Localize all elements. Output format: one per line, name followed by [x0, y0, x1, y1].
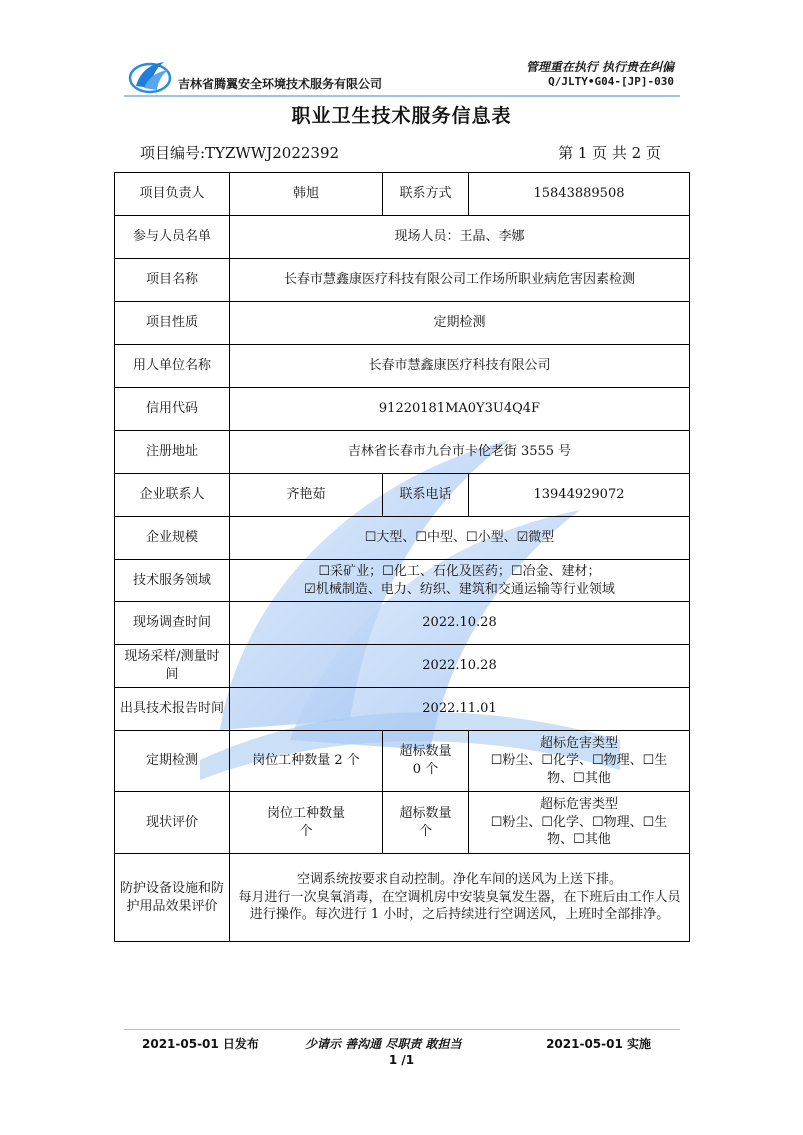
members-value: 现场人员：王晶、李娜	[230, 216, 690, 259]
table-row	[115, 560, 690, 602]
status-posts-line-1: 岗位工种数量	[266, 805, 345, 821]
periodic-hazard	[469, 731, 690, 792]
survey-time-label: 现场调查时间	[115, 602, 230, 645]
periodic-exceed	[383, 731, 469, 792]
protection-eval-value	[230, 854, 690, 942]
service-domain-line-2: ☑机械制造、电力、纺织、建筑和交通运输等行业领域	[304, 581, 615, 597]
header-divider	[124, 95, 680, 97]
project-nature-value: 定期检测	[230, 302, 690, 345]
status-exceed-label: 超标数量	[399, 805, 452, 821]
company-contact-label: 企业联系人	[115, 474, 230, 517]
table-row	[115, 517, 690, 560]
table-row	[115, 731, 690, 792]
table-row	[115, 474, 690, 517]
status-hazard-line-2: 物、☐其他	[547, 832, 611, 848]
info-table	[114, 172, 690, 942]
page-title: 职业卫生技术服务信息表	[291, 105, 512, 127]
document-code: Q/JLTY•G04-[JP]-030	[548, 75, 674, 88]
project-name-value: 长春市慧鑫康医疗科技有限公司工作场所职业病危害因素检测	[230, 259, 690, 302]
leader-label: 项目负责人	[115, 173, 230, 216]
table-row	[115, 431, 690, 474]
address-value: 吉林省长春市九台市卡伦老街 3555 号	[230, 431, 690, 474]
company-contact-value: 齐艳茹	[230, 474, 383, 517]
periodic-hazard-line-2: 物、☐其他	[547, 770, 611, 786]
periodic-posts: 岗位工种数量 2 个	[230, 731, 383, 792]
status-hazard	[469, 792, 690, 854]
company-name: 吉林省腾翼安全环境技术服务有限公司	[178, 77, 383, 91]
footer-slogan: 少请示 善沟通 尽职责 敢担当	[305, 1037, 462, 1051]
phone-label: 联系电话	[383, 474, 469, 517]
table-row	[115, 259, 690, 302]
status-hazard-line-1: ☐粉尘、☐化学、☐物理、☐生	[490, 814, 668, 830]
scale-label: 企业规模	[115, 517, 230, 560]
employer-value: 长春市慧鑫康医疗科技有限公司	[230, 345, 690, 388]
status-exceed-value: 个	[418, 823, 432, 839]
members-label: 参与人员名单	[115, 216, 230, 259]
table-row	[115, 645, 690, 688]
periodic-label: 定期检测	[115, 731, 230, 792]
status-eval-label: 现状评价	[115, 792, 230, 854]
page-indicator: 第 1 页 共 2 页	[558, 144, 661, 162]
survey-time-value: 2022.10.28	[230, 602, 690, 645]
service-domain-label: 技术服务领域	[115, 560, 230, 602]
periodic-hazard-title: 超标危害类型	[539, 735, 618, 751]
service-domain-value	[230, 560, 690, 602]
service-domain-line-1: ☐采矿业；☐化工、石化及医药；☐冶金、建材；	[318, 563, 601, 579]
protection-eval-label: 防护设备设施和防护用品效果评价	[115, 854, 230, 942]
periodic-hazard-line-1: ☐粉尘、☐化学、☐物理、☐生	[490, 753, 668, 769]
project-name-label: 项目名称	[115, 259, 230, 302]
report-time-value: 2022.11.01	[230, 688, 690, 731]
table-row	[115, 388, 690, 431]
table-row	[115, 302, 690, 345]
contact-method-value: 15843889508	[469, 173, 690, 216]
table-row	[115, 173, 690, 216]
employer-label: 用人单位名称	[115, 345, 230, 388]
protection-line-1: 空调系统按要求自动控制。净化车间的送风为上送下排。	[296, 872, 622, 888]
table-row	[115, 792, 690, 854]
company-logo-icon	[128, 58, 172, 94]
report-time-label: 出具技术报告时间	[115, 688, 230, 731]
table-row	[115, 854, 690, 942]
table-row	[115, 216, 690, 259]
table-row	[115, 602, 690, 645]
scale-value: ☐大型、☐中型、☐小型、☑微型	[230, 517, 690, 560]
contact-method-label: 联系方式	[383, 173, 469, 216]
effective-date: 2021-05-01 实施	[546, 1037, 651, 1051]
credit-code-label: 信用代码	[115, 388, 230, 431]
leader-value: 韩旭	[230, 173, 383, 216]
sampling-time-value: 2022.10.28	[230, 645, 690, 688]
periodic-exceed-value: 0 个	[412, 762, 439, 777]
status-hazard-title: 超标危害类型	[539, 797, 618, 813]
footer-divider	[124, 1029, 680, 1030]
project-nature-label: 项目性质	[115, 302, 230, 345]
protection-line-2: 每月进行一次臭氧消毒，在空调机房中安装臭氧发生器，在下班后由工作人员进行操作。每次进行 1 小时，之后持续进行空调送风，上班时全部排净。	[238, 889, 681, 923]
status-posts-line-2: 个	[299, 823, 313, 839]
release-date: 2021-05-01 日发布	[142, 1037, 259, 1051]
periodic-exceed-label: 超标数量	[399, 744, 452, 760]
sampling-time-label: 现场采样/测量时间	[115, 645, 230, 688]
page-number: 1 /1	[388, 1053, 415, 1067]
phone-value: 13944929072	[469, 474, 690, 517]
table-row	[115, 345, 690, 388]
header-motto: 管理重在执行 执行贵在纠偏	[525, 60, 674, 74]
status-posts	[230, 792, 383, 854]
address-label: 注册地址	[115, 431, 230, 474]
credit-code-value: 91220181MA0Y3U4Q4F	[230, 388, 690, 431]
status-exceed	[383, 792, 469, 854]
table-row	[115, 688, 690, 731]
project-number: 项目编号:TYZWWJ2022392	[140, 144, 340, 162]
